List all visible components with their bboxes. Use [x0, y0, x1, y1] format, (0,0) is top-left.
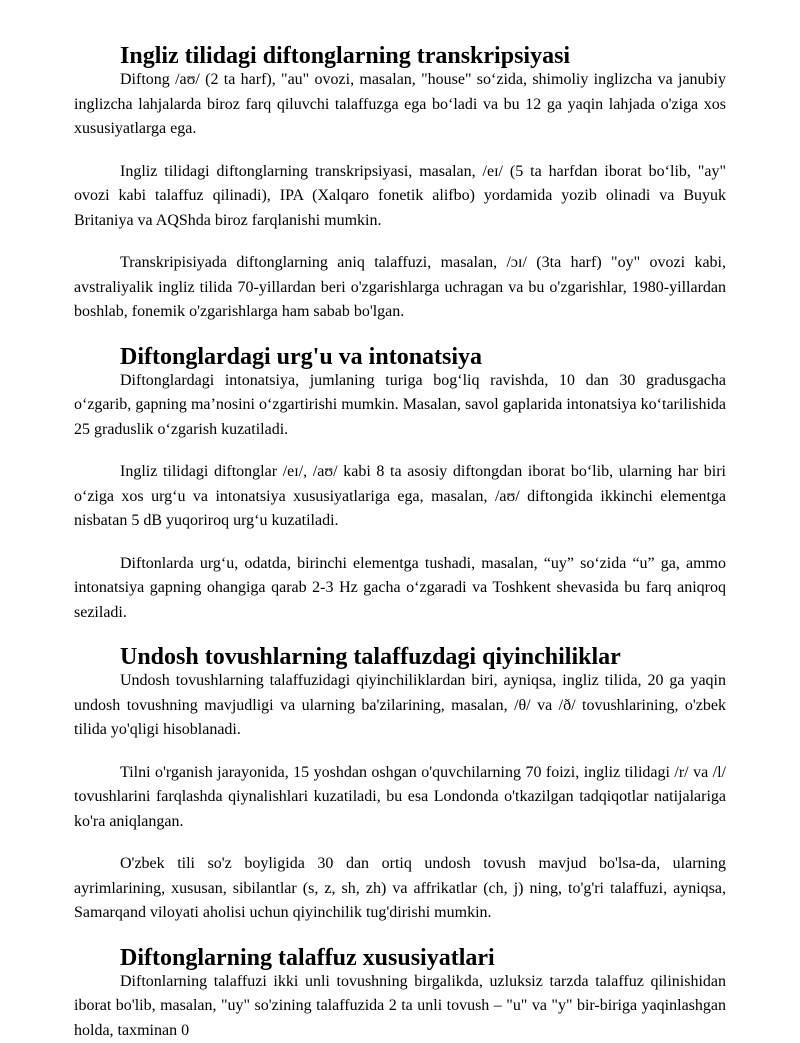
paragraph: Diftong /aʊ/ (2 ta harf), "au" ovozi, masalan, "house" so‘zida, shimoliy inglizcha va janubiy inglizcha lahjalarda biroz farq qiluvchi talaffuzga ega bo‘ladi va bu 12 ga yaqin lahjada o'ziga xos xususiyatlarga ega.: [74, 68, 726, 142]
section-heading-stress-intonation: Diftonglardagi urg'u va intonatsiya: [74, 345, 726, 369]
section-heading-consonants: Undosh tovushlarning talaffuzdagi qiyinchiliklar: [74, 645, 726, 669]
paragraph: Tilni o'rganish jarayonida, 15 yoshdan oshgan o'quvchilarning 70 foizi, ingliz tilidagi /r/ va /l/ tovushlarini farqlashda qiynalishlari kuzatiladi, bu esa Londonda o'tkazilgan tadqiqotlar natijalariga ko'ra aniqlangan.: [74, 761, 726, 835]
section-heading-transcription: Ingliz tilidagi diftonglarning transkripsiyasi: [74, 44, 726, 68]
section-heading-pronunciation-features: Diftonglarning talaffuz xususiyatlari: [74, 946, 726, 970]
paragraph: Undosh tovushlarning talaffuzidagi qiyinchiliklardan biri, ayniqsa, ingliz tilida, 20 ga yaqin undosh tovushning mavjudligi va ularning ba'zilarining, masalan, /θ/ va /ð/ tovushlarining, o'zbek tilida yo'qligi hisoblanadi.: [74, 669, 726, 743]
paragraph: Transkripisiyada diftonglarning aniq talaffuzi, masalan, /ɔɪ/ (3ta harf) "oy" ovozi kabi, avstraliyalik ingliz tilida 70-yillardan beri o'zgarishlarga uchragan va bu o'zgarishlar, 1980-yillardan boshlab, fonemik o'zgarishlarga ham sabab bo'lgan.: [74, 251, 726, 325]
paragraph: Diftonlarning talaffuzi ikki unli tovushning birgalikda, uzluksiz tarzda talaffuz qilinishidan iborat bo'lib, masalan, "uy" so'zining talaffuzida 2 ta unli tovush – "u" va "y" bir-biriga yaqinlashgan holda, taxminan 0: [74, 970, 726, 1043]
paragraph: Ingliz tilidagi diftonglarning transkripsiyasi, masalan, /eɪ/ (5 ta harfdan iborat bo‘lib, "ay" ovozi kabi talaffuz qilinadi), IPA (Xalqaro fonetik alifbo) yordamida yozib olinadi va Buyuk Britaniya va AQShda biroz farqlanishi mumkin.: [74, 160, 726, 234]
paragraph: Ingliz tilidagi diftonglar /eɪ/, /aʊ/ kabi 8 ta asosiy diftongdan iborat bo‘lib, ularning har biri o‘ziga xos urg‘u va intonatsiya xususiyatlariga ega, masalan, /aʊ/ diftongida ikkinchi elementga nisbatan 5 dB yuqoriroq urg‘u kuzatiladi.: [74, 460, 726, 534]
paragraph: O'zbek tili so'z boyligida 30 dan ortiq undosh tovush mavjud bo'lsa-da, ularning ayrimlarining, xususan, sibilantlar (s, z, sh, zh) va affrikatlar (ch, j) ning, to'g'ri talaffuzi, ayniqsa, Samarqand viloyati aholisi uchun qiyinchilik tug'dirishi mumkin.: [74, 852, 726, 926]
paragraph: Diftonglardagi intonatsiya, jumlaning turiga bog‘liq ravishda, 10 dan 30 gradusgacha o‘zgarib, gapning ma’nosini o‘zgartirishi mumkin. Masalan, savol gaplarida intonatsiya ko‘tarilishida 25 graduslik o‘zgarish kuzatiladi.: [74, 369, 726, 443]
paragraph: Diftonlarda urg‘u, odatda, birinchi elementga tushadi, masalan, “uy” so‘zida “u” ga, ammo intonatsiya gapning ohangiga qarab 2-3 Hz gacha o‘zgaradi va Toshkent shevasida bu farq aniqroq seziladi.: [74, 552, 726, 626]
document-page: [74, 44, 726, 1043]
